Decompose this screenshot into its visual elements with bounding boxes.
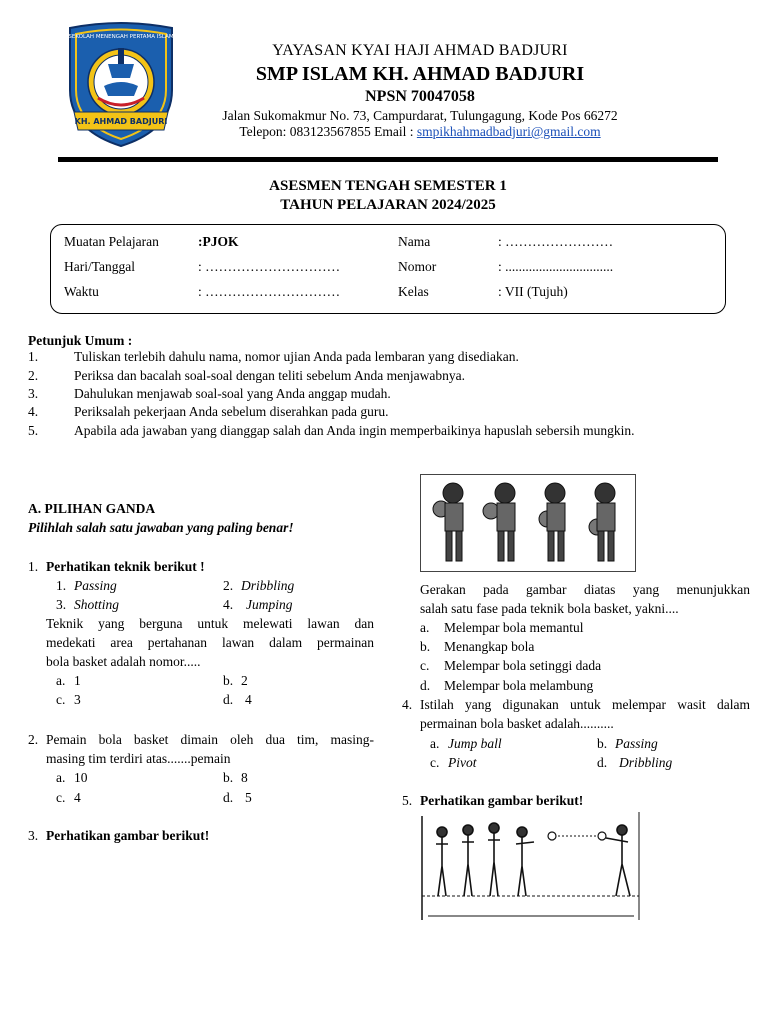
time-value[interactable]: : ………………………… bbox=[198, 284, 341, 299]
q2-option-text[interactable]: 10 bbox=[74, 770, 88, 785]
q5-stem: Perhatikan gambar berikut! bbox=[420, 793, 584, 808]
npsn: NPSN 70047058 bbox=[365, 88, 475, 105]
q4-number: 4. bbox=[402, 697, 413, 712]
q4-option-text[interactable]: Pivot bbox=[448, 755, 477, 770]
exam-year: TAHUN PELAJARAN 2024/2025 bbox=[280, 197, 496, 213]
q2-option-text[interactable]: 5 bbox=[245, 790, 252, 805]
q4-text: permainan bola basket adalah.......... bbox=[420, 716, 614, 731]
name-label: Nama bbox=[398, 234, 431, 249]
class-label: Kelas bbox=[398, 284, 429, 299]
q2-option-label[interactable]: c. bbox=[56, 790, 66, 805]
day-label: Hari/Tanggal bbox=[64, 259, 136, 274]
subject-value: :PJOK bbox=[198, 234, 239, 249]
q1-item-num: 4. bbox=[223, 597, 234, 612]
q1-text: bola basket adalah nomor..... bbox=[46, 654, 201, 669]
section-instruction: Pilihlah salah satu jawaban yang paling benar! bbox=[28, 520, 294, 535]
instruction-number: 4. bbox=[28, 404, 39, 419]
q1-item-text: Dribbling bbox=[241, 578, 295, 593]
q1-option-text[interactable]: 3 bbox=[74, 692, 81, 707]
q3-option-label[interactable]: d. bbox=[420, 678, 431, 693]
logo-text-bottom: KH. AHMAD BADJURI bbox=[74, 117, 168, 126]
q1-item-text: Jumping bbox=[246, 597, 293, 612]
q2-number: 2. bbox=[28, 732, 39, 747]
q2-option-label[interactable]: d. bbox=[223, 790, 234, 805]
q5-number: 5. bbox=[402, 793, 413, 808]
q1-item-num: 3. bbox=[56, 597, 67, 612]
instruction-number: 2. bbox=[28, 368, 39, 383]
day-value[interactable]: : ………………………… bbox=[198, 259, 341, 274]
q3-option-text[interactable]: Melempar bola memantul bbox=[444, 620, 584, 635]
q1-item-num: 1. bbox=[56, 578, 67, 593]
number-label: Nomor bbox=[398, 259, 437, 274]
q4-text: Istilah yang digunakan untuk melempar wasit dalam bbox=[420, 697, 750, 712]
q1-stem: Perhatikan teknik berikut ! bbox=[46, 559, 205, 574]
q4-option-label[interactable]: a. bbox=[430, 736, 440, 751]
q1-item-num: 2. bbox=[223, 578, 234, 593]
subject-label: Muatan Pelajaran bbox=[64, 234, 159, 249]
chest-pass-illustration bbox=[420, 474, 636, 572]
q3-option-label[interactable]: c. bbox=[420, 658, 430, 673]
foundation-name: YAYASAN KYAI HAJI AHMAD BADJURI bbox=[272, 42, 568, 59]
q2-option-label[interactable]: a. bbox=[56, 770, 66, 785]
q3-option-label[interactable]: a. bbox=[420, 620, 430, 635]
q4-option-label[interactable]: b. bbox=[597, 736, 608, 751]
q1-option-label[interactable]: b. bbox=[223, 673, 234, 688]
instruction-number: 1. bbox=[28, 349, 39, 364]
q3-text: salah satu fase pada teknik bola basket, yakni.... bbox=[420, 601, 679, 616]
instruction-text: Tuliskan terlebih dahulu nama, nomor ujian Anda pada lembaran yang disediakan. bbox=[74, 349, 519, 364]
class-value: : VII (Tujuh) bbox=[498, 284, 568, 299]
q2-text: masing tim terdiri atas.......pemain bbox=[46, 751, 231, 766]
q2-option-text[interactable]: 8 bbox=[241, 770, 248, 785]
q1-option-label[interactable]: a. bbox=[56, 673, 66, 688]
passing-drill-illustration bbox=[420, 812, 642, 922]
q3-option-label[interactable]: b. bbox=[420, 639, 431, 654]
q1-item-text: Passing bbox=[74, 578, 117, 593]
q4-option-label[interactable]: c. bbox=[430, 755, 440, 770]
q3-stem: Perhatikan gambar berikut! bbox=[46, 828, 210, 843]
instructions-title: Petunjuk Umum : bbox=[28, 333, 133, 348]
q1-option-text[interactable]: 2 bbox=[241, 673, 248, 688]
instruction-number: 5. bbox=[28, 423, 39, 438]
q4-option-label[interactable]: d. bbox=[597, 755, 608, 770]
q1-option-text[interactable]: 1 bbox=[74, 673, 81, 688]
instruction-text: Dahulukan menjawab soal-soal yang Anda anggap mudah. bbox=[74, 386, 391, 401]
instruction-text: Periksa dan bacalah soal-soal dengan teliti sebelum Anda menjawabnya. bbox=[74, 368, 465, 383]
logo-text-top: SEKOLAH MENENGAH PERTAMA ISLAM bbox=[68, 34, 174, 40]
q2-option-label[interactable]: b. bbox=[223, 770, 234, 785]
instruction-text: Periksalah pekerjaan Anda sebelum diserahkan pada guru. bbox=[74, 404, 389, 419]
q4-option-text[interactable]: Jump ball bbox=[448, 736, 502, 751]
exam-title: ASESMEN TENGAH SEMESTER 1 bbox=[269, 178, 507, 194]
q1-item-text: Shotting bbox=[74, 597, 120, 612]
instruction-text: Apabila ada jawaban yang dianggap salah dan Anda ingin memperbaikinya hapuslah sebersih mungkin. bbox=[74, 423, 635, 438]
q1-number: 1. bbox=[28, 559, 39, 574]
q3-option-text[interactable]: Melempar bola melambung bbox=[444, 678, 594, 693]
q4-option-text[interactable]: Dribbling bbox=[619, 755, 673, 770]
header-rule bbox=[58, 157, 718, 162]
phone-text: Telepon: 083123567855 Email : bbox=[239, 124, 417, 139]
school-logo bbox=[60, 20, 182, 148]
name-value[interactable]: : …………………… bbox=[498, 234, 614, 249]
q1-text: Teknik yang berguna untuk melewati lawan dan bbox=[46, 616, 374, 631]
number-value[interactable]: : ................................ bbox=[498, 259, 614, 274]
q3-text: Gerakan pada gambar diatas yang menunjukkan bbox=[420, 582, 750, 597]
q3-number: 3. bbox=[28, 828, 39, 843]
q1-option-label[interactable]: d. bbox=[223, 692, 234, 707]
q1-option-text[interactable]: 4 bbox=[245, 692, 252, 707]
school-contact bbox=[190, 124, 650, 140]
school-name: SMP ISLAM KH. AHMAD BADJURI bbox=[255, 63, 585, 85]
q1-text: medekati area pertahanan lawan dalam permainan bbox=[46, 635, 374, 650]
q1-option-label[interactable]: c. bbox=[56, 692, 66, 707]
time-label: Waktu bbox=[64, 284, 99, 299]
school-address: Jalan Sukomakmur No. 73, Campurdarat, Tulungagung, Kode Pos 66272 bbox=[222, 108, 618, 123]
q4-option-text[interactable]: Passing bbox=[615, 736, 658, 751]
instruction-number: 3. bbox=[28, 386, 39, 401]
section-title: A. PILIHAN GANDA bbox=[28, 501, 156, 516]
email-link[interactable]: smpikhahmadbadjuri@gmail.com bbox=[416, 124, 601, 139]
q2-text: Pemain bola basket dimain oleh dua tim, masing- bbox=[46, 732, 374, 747]
q2-option-text[interactable]: 4 bbox=[74, 790, 81, 805]
q3-option-text[interactable]: Menangkap bola bbox=[444, 639, 535, 654]
q3-option-text[interactable]: Melempar bola setinggi dada bbox=[444, 658, 602, 673]
